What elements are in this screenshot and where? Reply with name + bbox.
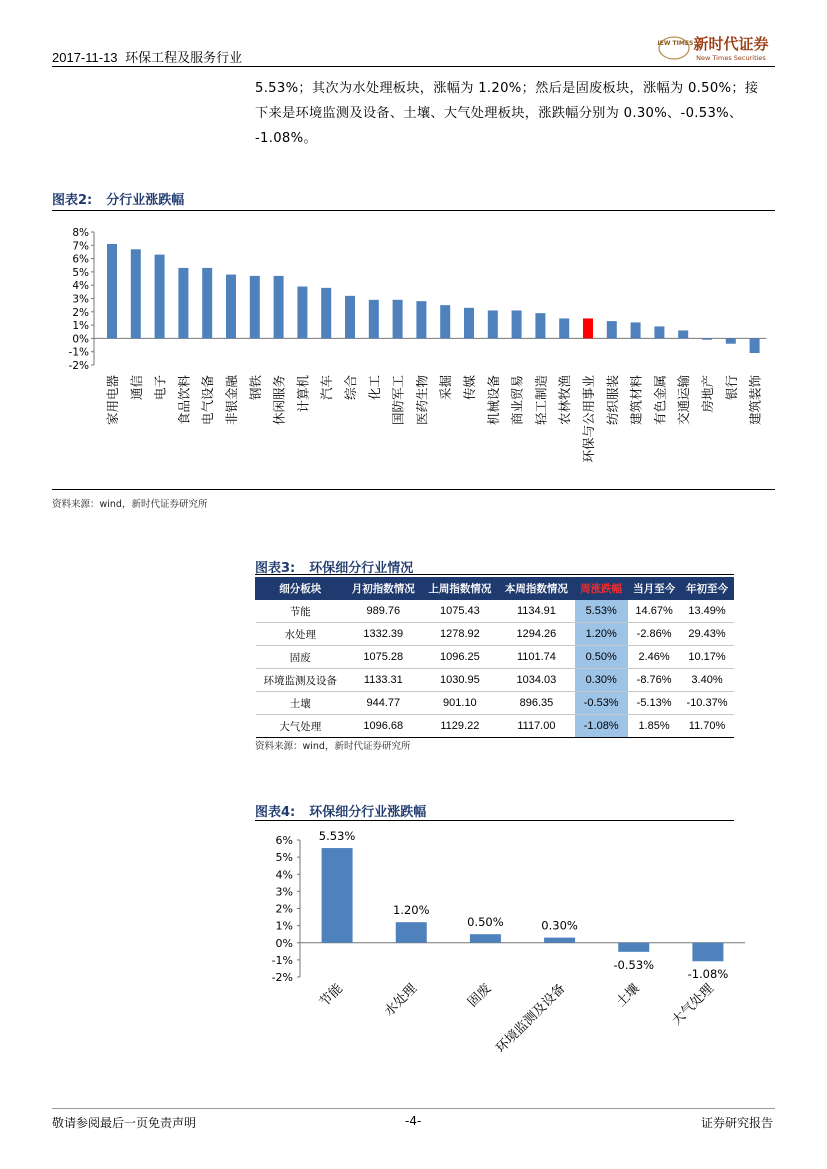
- y-tick-label: 8%: [72, 227, 89, 239]
- x-tick-label: 国防军工: [390, 375, 406, 426]
- x-tick-label: 家用电器: [105, 375, 120, 426]
- y-tick-label: 7%: [72, 240, 89, 253]
- table-cell: 1101.74: [498, 646, 575, 669]
- table-cell: 896.35: [498, 692, 575, 715]
- table-cell: 1117.00: [498, 715, 575, 738]
- bar: [396, 922, 427, 943]
- y-tick-label: 5%: [275, 851, 293, 865]
- x-tick-label: 采掘: [438, 375, 454, 401]
- data-label: 1.20%: [392, 903, 430, 918]
- bar: [274, 276, 284, 339]
- bar: [535, 313, 545, 338]
- x-tick-label: 食品饮料: [176, 375, 192, 426]
- x-tick-label: 商业贸易: [509, 375, 525, 426]
- x-tick-label: 非银金融: [224, 375, 239, 426]
- bar: [321, 288, 331, 339]
- bar: [654, 326, 664, 338]
- table-cell: -10.37%: [681, 692, 734, 715]
- table-cell: 1332.39: [345, 623, 422, 646]
- table-cell: 989.76: [345, 600, 422, 623]
- bar: [178, 268, 188, 338]
- figure-3-number: 图表3:: [255, 561, 296, 576]
- bar: [631, 322, 641, 338]
- paragraph-line: -1.08%。: [255, 131, 317, 146]
- table-cell: 29.43%: [681, 623, 734, 646]
- y-tick-label: -2%: [271, 971, 293, 984]
- bar: [750, 338, 760, 353]
- y-tick-label: 5%: [72, 266, 89, 279]
- figure-2-number: 图表2:: [52, 193, 93, 208]
- figure-2-bottom-rule: [52, 489, 775, 490]
- figure-4-title: [255, 801, 426, 820]
- header-divider: [52, 66, 775, 67]
- table-row-label: 水处理: [256, 623, 346, 646]
- table-row-label: 环境监测及设备: [256, 669, 346, 692]
- x-tick-label: 交通运输: [676, 375, 692, 426]
- bar: [678, 330, 688, 338]
- y-tick-label: 2%: [72, 306, 89, 319]
- bar: [544, 938, 575, 943]
- bar: [131, 249, 141, 338]
- x-tick-label: 钢铁: [247, 375, 263, 401]
- table-cell: 1129.22: [422, 715, 499, 738]
- table-cell: -8.76%: [628, 669, 681, 692]
- x-tick-label: 电子: [152, 375, 168, 401]
- table-cell: 1278.92: [422, 623, 499, 646]
- table-cell: 1.85%: [628, 715, 681, 738]
- logo-cn-text: 新时代证券: [693, 35, 769, 53]
- x-tick-label: 固废: [465, 981, 495, 1011]
- table-cell: -0.53%: [575, 692, 628, 715]
- bar: [345, 296, 355, 339]
- table-row: [256, 715, 734, 738]
- y-tick-label: -1%: [271, 953, 293, 967]
- x-tick-label: 环保与公用事业: [581, 375, 596, 463]
- figure-2-source: 资料来源：wind，新时代证券研究所: [52, 499, 208, 510]
- table-cell: 0.50%: [575, 646, 628, 669]
- x-tick-label: 计算机: [295, 375, 311, 413]
- bar: [618, 943, 649, 952]
- bar: [107, 244, 117, 338]
- figure-4-top-rule: [255, 820, 734, 821]
- bar: [464, 308, 474, 339]
- table-header-cell: 年初至今: [681, 578, 734, 600]
- bar: [470, 934, 501, 943]
- y-tick-label: 2%: [275, 902, 293, 916]
- segment-table: [255, 577, 734, 738]
- table-row-label: 固废: [256, 646, 346, 669]
- table-header-cell-weekly: 周涨跌幅: [575, 578, 628, 600]
- figure-3-caption: 环保细分行业情况: [309, 561, 414, 576]
- x-tick-label: 电气设备: [200, 375, 216, 426]
- figure-2-top-rule: [52, 210, 775, 211]
- y-tick-label: 1%: [275, 919, 293, 933]
- table-cell: 1075.28: [345, 646, 422, 669]
- x-tick-label: 通信: [128, 375, 144, 401]
- y-tick-label: 4%: [275, 868, 293, 882]
- paragraph-line: 5.53%；其次为水处理板块，涨幅为 1.20%；然后是固废板块，涨幅为 0.50%；接: [255, 81, 759, 96]
- x-tick-label: 建筑装饰: [747, 375, 763, 426]
- bar: [488, 310, 498, 338]
- table-row: [256, 623, 734, 646]
- paragraph-line: 下来是环境监测及设备、土壤、大气处理板块，涨跌幅分别为 0.30%、-0.53%、: [255, 106, 743, 121]
- footer-report-type: 证券研究报告: [701, 1116, 774, 1130]
- table-cell: 1075.43: [422, 600, 499, 623]
- x-tick-label: 房地产: [700, 375, 715, 413]
- bar: [416, 301, 426, 338]
- figure-4-number: 图表4:: [255, 805, 296, 820]
- page-number: -4-: [405, 1114, 422, 1128]
- table-cell: -2.86%: [628, 623, 681, 646]
- bar: [583, 318, 593, 338]
- figure-3-top-rule: [255, 574, 734, 575]
- bar: [369, 300, 379, 339]
- data-label: -0.53%: [613, 957, 655, 972]
- figure-2-caption: 分行业涨跌幅: [106, 193, 185, 208]
- x-tick-label: 土壤: [613, 981, 643, 1011]
- report-header: [52, 47, 246, 66]
- x-tick-label: 纺织服装: [604, 375, 620, 426]
- segment-change-chart: [255, 822, 755, 1082]
- report-industry: 环保工程及服务行业: [125, 50, 243, 65]
- bar: [226, 275, 236, 339]
- x-tick-label: 传媒: [462, 375, 477, 401]
- y-tick-label: 3%: [72, 293, 89, 306]
- table-cell: 944.77: [345, 692, 422, 715]
- table-cell: -5.13%: [628, 692, 681, 715]
- bar: [440, 305, 450, 338]
- data-label: -1.08%: [687, 967, 729, 982]
- table-cell: 901.10: [422, 692, 499, 715]
- table-header-cell: 月初指数情况: [345, 578, 422, 600]
- x-tick-label: 机械设备: [485, 375, 501, 426]
- table-row: [256, 646, 734, 669]
- x-tick-label: 医药生物: [414, 375, 430, 426]
- x-tick-label: 大气处理: [669, 981, 717, 1029]
- figure-2-title: [52, 189, 184, 208]
- bar: [393, 300, 403, 339]
- x-tick-label: 轻工制造: [533, 375, 549, 426]
- table-row-label: 大气处理: [256, 715, 346, 738]
- table-cell: 1096.68: [345, 715, 422, 738]
- table-cell: 2.46%: [628, 646, 681, 669]
- x-tick-label: 综合: [343, 375, 358, 401]
- data-label: 0.30%: [541, 918, 578, 933]
- table-header-cell: 本周指数情况: [498, 578, 575, 600]
- figure-4-caption: 环保细分行业涨跌幅: [309, 805, 427, 820]
- bar: [322, 848, 353, 943]
- y-tick-label: 6%: [275, 834, 293, 847]
- company-logo: [658, 33, 778, 63]
- y-tick-label: 0%: [72, 333, 89, 346]
- y-tick-label: 3%: [275, 885, 293, 899]
- table-cell: 10.17%: [681, 646, 734, 669]
- y-tick-label: 4%: [72, 280, 89, 293]
- table-row-label: 节能: [256, 600, 346, 623]
- table-cell: 0.30%: [575, 669, 628, 692]
- table-row: [256, 692, 734, 715]
- table-cell: 1096.25: [422, 646, 499, 669]
- bar: [250, 276, 260, 339]
- bar: [726, 338, 736, 343]
- table-cell: 11.70%: [681, 715, 734, 738]
- bar: [559, 318, 569, 338]
- bar: [155, 255, 165, 339]
- table-cell: -1.08%: [575, 715, 628, 738]
- y-tick-label: 0%: [275, 936, 293, 950]
- table-header-cell: 当月至今: [628, 578, 681, 600]
- logo-icon: [658, 33, 778, 63]
- y-tick-label: 6%: [72, 253, 89, 266]
- data-label: 5.53%: [318, 829, 356, 844]
- footer-disclaimer: 敬请参阅最后一页免责声明: [52, 1116, 197, 1130]
- table-cell: 1294.26: [498, 623, 575, 646]
- bar: [297, 287, 307, 339]
- y-tick-label: -2%: [68, 360, 89, 372]
- x-tick-label: 有色金属: [652, 375, 668, 426]
- table-cell: 3.40%: [681, 669, 734, 692]
- body-paragraph: [255, 76, 775, 151]
- bar: [202, 268, 212, 338]
- figure-3-source: 资料来源：wind，新时代证券研究所: [255, 741, 411, 752]
- y-tick-label: 1%: [72, 320, 89, 333]
- table-cell: 1133.31: [345, 669, 422, 692]
- x-tick-label: 建筑材料: [628, 375, 644, 426]
- industry-change-chart: [52, 212, 775, 488]
- y-tick-label: -1%: [68, 346, 89, 359]
- bar: [702, 338, 712, 339]
- report-date: 2017-11-13: [52, 50, 118, 65]
- x-tick-label: 银行: [723, 375, 739, 401]
- x-tick-label: 节能: [316, 981, 346, 1011]
- x-tick-label: 农林牧渔: [557, 375, 573, 426]
- bar: [512, 310, 522, 338]
- table-cell: 13.49%: [681, 600, 734, 623]
- x-tick-label: 化工: [366, 375, 382, 401]
- table-cell: 1030.95: [422, 669, 499, 692]
- x-tick-label: 水处理: [381, 981, 421, 1020]
- table-header-cell: 上周指数情况: [422, 578, 499, 600]
- data-label: 0.50%: [467, 915, 504, 930]
- table-cell: 1034.03: [498, 669, 575, 692]
- table-cell: 5.53%: [575, 600, 628, 623]
- x-tick-label: 汽车: [319, 375, 335, 401]
- x-tick-label: 环境监测及设备: [493, 981, 569, 1057]
- logo-mark-text: NEW TIMES: [658, 40, 694, 47]
- table-row: [256, 600, 734, 623]
- x-tick-label: 休闲服务: [271, 375, 287, 426]
- table-cell: 1134.91: [498, 600, 575, 623]
- table-cell: 14.67%: [628, 600, 681, 623]
- table-row: [256, 669, 734, 692]
- table-row-label: 土壤: [256, 692, 346, 715]
- table-header-row: [256, 578, 734, 600]
- logo-en-text: New Times Securities: [696, 54, 766, 62]
- table-header-cell: 细分板块: [256, 578, 346, 600]
- bar: [692, 943, 723, 961]
- footer-divider: [52, 1108, 775, 1109]
- table-cell: 1.20%: [575, 623, 628, 646]
- bar: [607, 321, 617, 338]
